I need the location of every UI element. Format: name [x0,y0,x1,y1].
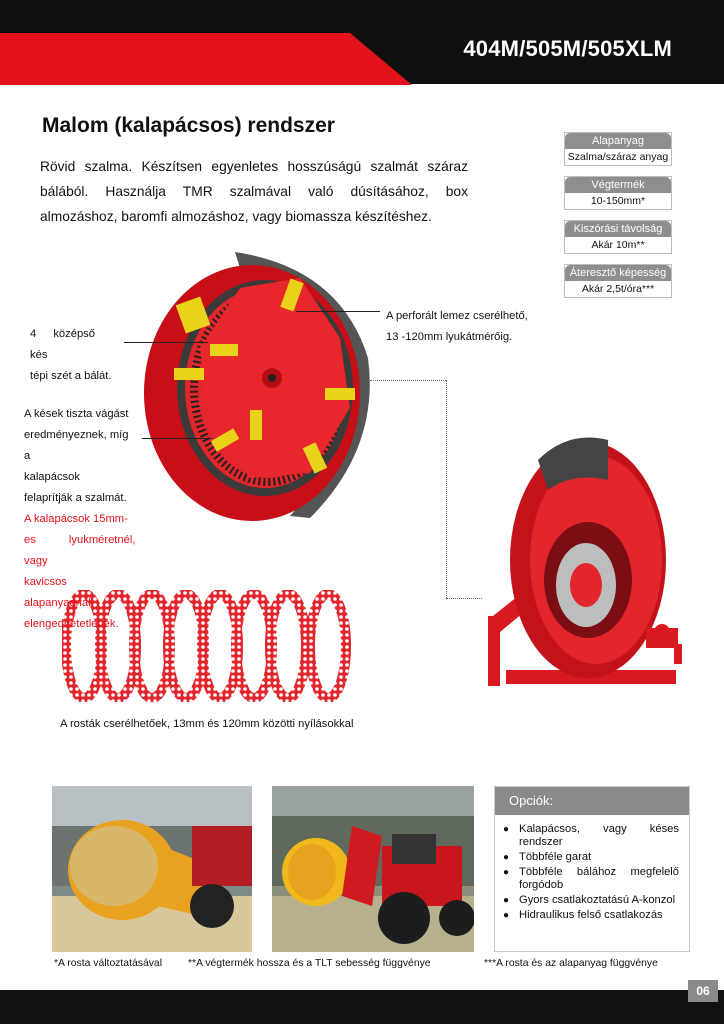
note-line: es lyukméretnél, [24,534,136,546]
spec-label: Alapanyag [565,133,671,149]
section-title: Malom (kalapácsos) rendszer [42,114,335,137]
bullet-icon: ● [503,867,510,878]
spec-label: Áteresztő képesség [565,265,671,281]
options-list [495,815,689,922]
spec-box-end-product [564,176,672,210]
footnote-1: *A rosta változtatásával [54,958,163,969]
note-line: A perforált lemez cserélhető, [386,310,528,322]
options-box [494,786,690,952]
list-item [503,823,679,849]
spec-label: Kiszórási távolság [565,221,671,237]
note-line: vagy kavicsos [24,555,67,588]
dotted-connector [446,380,447,598]
list-item [503,866,679,892]
leader-line [124,342,208,343]
note-line: a kalapácsok [24,450,80,483]
leader-line [142,438,212,439]
bullet-icon: ● [503,910,510,921]
note-line: 13 -120mm lyukátmérőig. [386,331,513,343]
option-text: Többféle bálához megfelelő forgódob [519,866,679,891]
mill-unit-side-image [478,420,690,720]
footnote-2: **A végtermék hossza és a TLT sebesség függvénye [188,958,431,969]
perforated-plate-note [386,306,536,348]
hammers-note [24,404,142,635]
sieves-caption: A rosták cserélhetőek, 13mm és 120mm közötti nyílásokkal [60,718,354,730]
bullet-icon: ● [503,895,510,906]
spec-value: 10-150mm* [590,195,646,207]
list-item [503,851,679,864]
footer-band [0,990,724,1024]
option-text: Hidraulikus felső csatlakozás [519,909,663,921]
spec-box-throughput [564,264,672,298]
bullet-icon: ● [503,824,510,835]
note-line: alapanyagnál [24,597,91,609]
spec-value: Akár 10m** [591,239,645,251]
yellow-bedding-machine-photo [52,786,252,952]
note-line: elengedhetetlenek. [24,618,119,630]
intro-paragraph: Rövid szalma. Készítsen egyenletes hosszúságú szalmát száraz bálából. Használja TMR szalmával való dúsításához, box almozáshoz, baromfi almozáshoz, vagy biomassza készítéshez. [40,159,468,224]
note-line: A kalapácsok 15mm- [24,513,128,525]
hammer-mill-rotor-image [140,248,380,524]
option-text: Többféle garat [519,851,592,863]
list-item [503,909,679,922]
spec-label: Végtermék [565,177,671,193]
footnote-3: ***A rosta és az alapanyag függvénye [484,958,658,969]
spec-box-material [564,132,672,166]
option-text: Gyors csatlakoztatású A-konzol [519,894,676,906]
note-line: eredményeznek, míg [24,429,129,441]
bullet-icon: ● [503,852,510,863]
page-number: 06 [688,980,718,1002]
header-red-stripe [0,33,412,85]
note-line: 4 középső kés [30,328,95,361]
knives-note [30,324,124,387]
spec-value: Szalma/száraz anyag [567,151,669,163]
model-title: 404M/505M/505XLM [463,36,672,61]
spec-box-distance [564,220,672,254]
leader-line [296,311,380,312]
tractor-with-mill-photo [272,786,474,952]
spec-value: Akár 2,5t/óra*** [581,283,655,295]
dotted-connector [370,380,446,381]
options-title: Opciók: [495,787,689,815]
list-item [503,894,679,907]
note-line: tépi szét a bálát. [30,370,112,382]
dotted-connector [446,598,482,599]
option-text: Kalapácsos, vagy késes rendszer [519,823,679,848]
note-line: felaprítják a szalmát. [24,492,127,504]
note-line: A kések tiszta vágást [24,408,129,420]
